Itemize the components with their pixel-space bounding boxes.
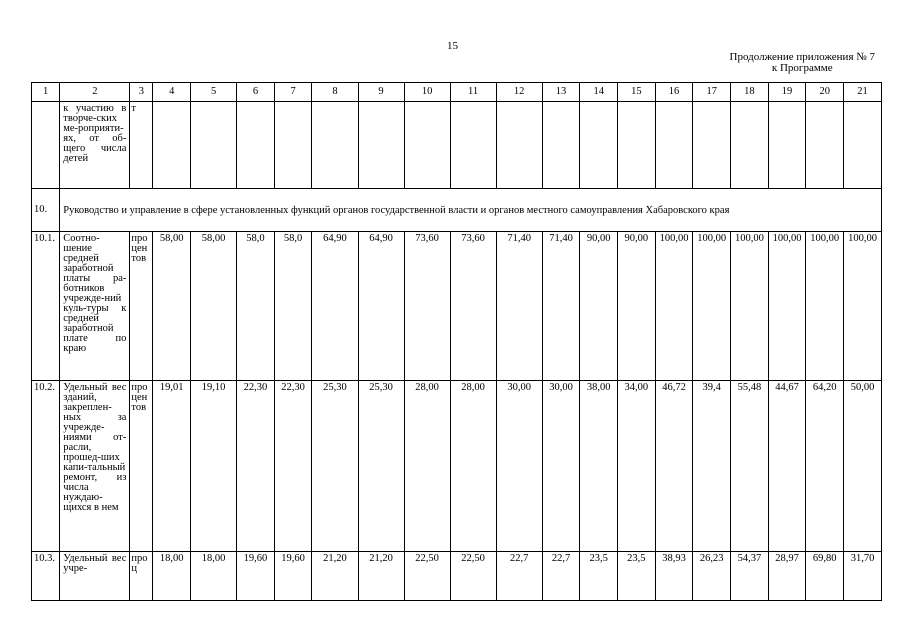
value-cell: 22,30 [237, 381, 275, 552]
row-number [32, 102, 60, 189]
value-cell: 34,00 [618, 381, 656, 552]
value-cell: 64,90 [312, 232, 358, 381]
value-cell: 58,0 [274, 232, 312, 381]
unit-of-measure: процентов [130, 381, 153, 552]
column-number: 1 [32, 83, 60, 102]
value-cell: 30,00 [496, 381, 542, 552]
column-number: 14 [580, 83, 618, 102]
annex-title-line-2: к Программе [771, 62, 833, 74]
value-cell: 25,30 [358, 381, 404, 552]
indicator-name: Удельный вес учре- [60, 552, 130, 601]
value-cell: 100,00 [731, 232, 769, 381]
column-number: 9 [358, 83, 404, 102]
value-cell: 25,30 [312, 381, 358, 552]
column-number: 5 [191, 83, 237, 102]
indicator-name: Соотно-шение средней заработной платы ра-ботников учрежде-ний куль-туры к средней заработной плате по краю [60, 232, 130, 381]
value-cell: 71,40 [542, 232, 580, 381]
value-cell: 100,00 [655, 232, 693, 381]
page-number: 15 [447, 40, 458, 52]
value-cell: 58,0 [237, 232, 275, 381]
column-number: 13 [542, 83, 580, 102]
value-cell: 58,00 [153, 232, 191, 381]
value-cell: 90,00 [618, 232, 656, 381]
annex-title-line-1: Продолжение приложения № 7 [729, 51, 875, 63]
value-cell: 23,5 [618, 552, 656, 601]
value-cell: 50,00 [844, 381, 882, 552]
annex-heading [730, 52, 875, 74]
value-cell: 19,01 [153, 381, 191, 552]
value-cell: 22,7 [542, 552, 580, 601]
value-cell: 18,00 [153, 552, 191, 601]
value-cell: 44,67 [768, 381, 806, 552]
value-cell: 18,00 [191, 552, 237, 601]
value-cell: 19,60 [237, 552, 275, 601]
column-number: 4 [153, 83, 191, 102]
indicator-name: к участию в творче-ских ме-роприяти-ях, от об-щего числа детей [60, 102, 130, 189]
column-number: 15 [618, 83, 656, 102]
value-cell: 90,00 [580, 232, 618, 381]
value-cell: 21,20 [358, 552, 404, 601]
column-number: 16 [655, 83, 693, 102]
table-row [32, 381, 882, 552]
table-row [32, 552, 882, 601]
value-cell: 64,90 [358, 232, 404, 381]
value-cell: 100,00 [844, 232, 882, 381]
row-number: 10.3. [32, 552, 60, 601]
value-cell: 28,00 [404, 381, 450, 552]
value-cell: 73,60 [404, 232, 450, 381]
value-cell: 30,00 [542, 381, 580, 552]
value-cell: 100,00 [693, 232, 731, 381]
column-number: 2 [60, 83, 130, 102]
column-number: 6 [237, 83, 275, 102]
column-number: 8 [312, 83, 358, 102]
table-row [32, 102, 882, 189]
value-cell: 23,5 [580, 552, 618, 601]
value-cell: 46,72 [655, 381, 693, 552]
value-cell: 100,00 [806, 232, 844, 381]
value-cell: 100,00 [768, 232, 806, 381]
table-row [32, 232, 882, 381]
value-cell: 28,00 [450, 381, 496, 552]
column-number: 19 [768, 83, 806, 102]
value-cell: 21,20 [312, 552, 358, 601]
unit-of-measure: т [130, 102, 153, 189]
column-number: 18 [731, 83, 769, 102]
value-cell: 38,93 [655, 552, 693, 601]
section-row [32, 189, 882, 232]
section-number: 10. [32, 189, 60, 232]
unit-of-measure: процентов [130, 232, 153, 381]
value-cell: 22,7 [496, 552, 542, 601]
value-cell: 54,37 [731, 552, 769, 601]
indicators-table [31, 82, 882, 601]
column-number: 11 [450, 83, 496, 102]
value-cell: 22,30 [274, 381, 312, 552]
indicator-name: Удельный вес зданий, закреплен-ных за учрежде-ниями от-расли, прошед-ших капи-тальный ремонт, из числа нуждаю-щихся в нем [60, 381, 130, 552]
column-number: 17 [693, 83, 731, 102]
value-cell: 22,50 [404, 552, 450, 601]
section-title: Руководство и управление в сфере установленных функций органов государственной власти и органов местного самоуправления Хабаровского края [60, 189, 882, 232]
value-cell: 58,00 [191, 232, 237, 381]
value-cell: 19,10 [191, 381, 237, 552]
column-number: 7 [274, 83, 312, 102]
column-number: 12 [496, 83, 542, 102]
column-number-row [32, 83, 882, 102]
column-number: 21 [844, 83, 882, 102]
value-cell: 39,4 [693, 381, 731, 552]
value-cell: 38,00 [580, 381, 618, 552]
value-cell: 22,50 [450, 552, 496, 601]
row-number: 10.2. [32, 381, 60, 552]
unit-of-measure: проц [130, 552, 153, 601]
column-number: 3 [130, 83, 153, 102]
value-cell: 19,60 [274, 552, 312, 601]
value-cell: 26,23 [693, 552, 731, 601]
column-number: 20 [806, 83, 844, 102]
value-cell: 69,80 [806, 552, 844, 601]
value-cell: 55,48 [731, 381, 769, 552]
column-number: 10 [404, 83, 450, 102]
value-cell: 71,40 [496, 232, 542, 381]
value-cell: 64,20 [806, 381, 844, 552]
value-cell: 28,97 [768, 552, 806, 601]
row-number: 10.1. [32, 232, 60, 381]
value-cell: 31,70 [844, 552, 882, 601]
value-cell: 73,60 [450, 232, 496, 381]
